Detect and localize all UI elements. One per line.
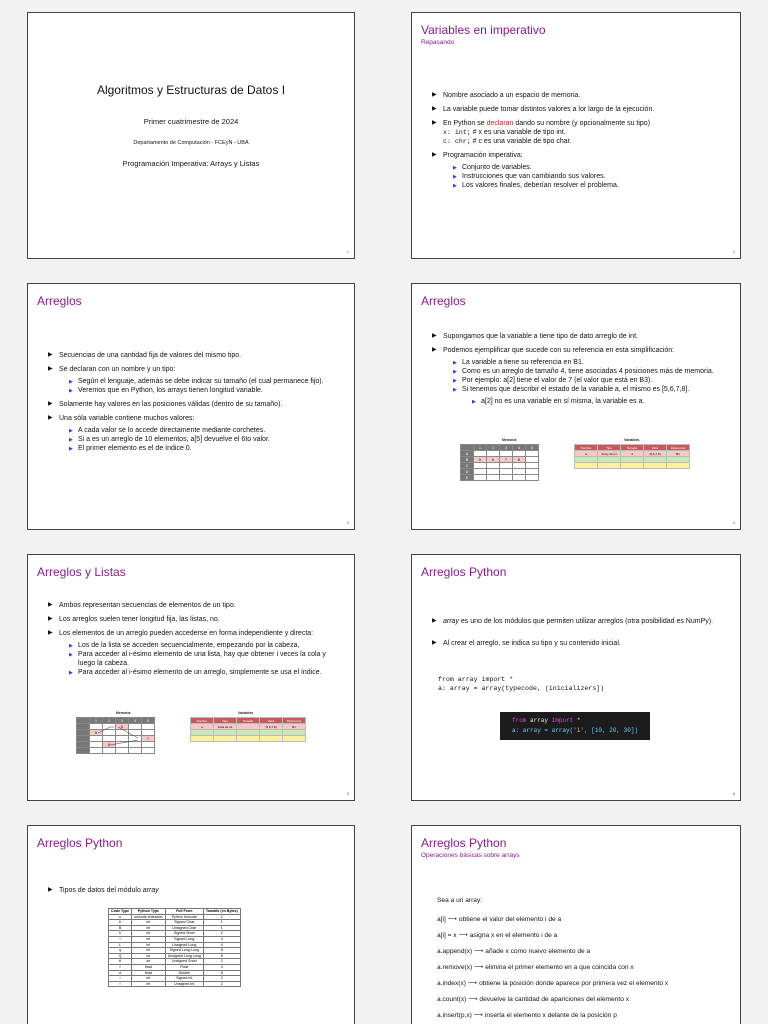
code-token: *	[573, 717, 581, 724]
slide-title: Arreglos Python	[421, 836, 507, 850]
types-cell: 4	[203, 936, 240, 942]
memory-table-caption: Memoria	[116, 711, 131, 715]
types-cell: d	[109, 970, 132, 976]
list-links-arrows	[76, 717, 156, 757]
emphasis-text: array	[443, 618, 459, 625]
deck-department: Departamento de Computación - FCEyN - UBA	[133, 140, 249, 146]
types-cell: B	[109, 925, 132, 931]
bullet-item: ▶ Solamente hay valores en las posiciones válidas (dentro de su tamaño).	[48, 400, 342, 409]
text-run: Los elementos de un arreglo pueden accederse en forma independiente y directa:	[59, 630, 314, 637]
var-cell: 4	[621, 451, 644, 457]
types-cell: Signed Char	[165, 920, 203, 926]
types-cell: 1	[203, 925, 240, 931]
types-cell: 2	[203, 976, 240, 982]
bullet-list	[432, 617, 728, 653]
text-run: dando su nombre (y opcionalmente su tipo)	[513, 120, 651, 127]
var-cell: [5,6,7,8]	[644, 451, 667, 457]
sub-bullet-item: ▶ Los valores finales, deberían resolver el problema.	[453, 181, 728, 190]
variables-table-caption: Variables	[238, 711, 254, 715]
bullet-list	[432, 332, 728, 411]
types-cell: float	[132, 970, 166, 976]
code-line: from array import *	[438, 676, 514, 683]
text-run: es uno de los módulos que permiten utilizar arreglos (otra posibilidad es NumPy).	[458, 618, 714, 625]
text-run: Se declaran con un nombre y un tipo:	[59, 366, 176, 373]
types-cell: Unsigned Short	[165, 959, 203, 965]
mem-col-header: 2	[103, 718, 116, 724]
operations-list	[437, 896, 730, 1024]
page-number: 1	[346, 249, 349, 254]
types-cell: Signed Long Long	[165, 948, 203, 954]
text-run: Podemos ejemplificar que sucede con su referencia en esta simplificación:	[443, 347, 675, 354]
slide-title: Arreglos Python	[37, 836, 123, 850]
types-cell: Signed Short	[165, 931, 203, 937]
mem-col-header: 1	[474, 445, 487, 451]
types-cell: 4	[203, 964, 240, 970]
code-token: , [10, 20, 30])	[584, 727, 639, 734]
types-col-header: Python Type	[132, 909, 166, 915]
mem-cell: 6	[487, 457, 500, 463]
operation-item: a.insert(p,x) ⟶ inserta el elemento x delante de la posición p	[437, 1012, 617, 1019]
mem-row-header: E	[461, 475, 474, 481]
slide-1-title	[27, 12, 355, 259]
sub-sub-list	[462, 397, 728, 406]
var-col-header: Referencia	[667, 445, 690, 451]
mem-cell: 8	[513, 457, 526, 463]
var-cell: B1	[667, 451, 690, 457]
mem-col-header: 2	[487, 445, 500, 451]
types-cell: f	[109, 964, 132, 970]
types-cell: Float	[165, 964, 203, 970]
bullet-list	[48, 351, 342, 458]
code-line: x: int;	[443, 129, 471, 136]
slide-8-operaciones	[411, 825, 741, 1024]
sub-list	[443, 163, 728, 190]
sub-list	[59, 377, 342, 395]
memory-table	[460, 444, 539, 481]
code-line: c: chr;	[443, 138, 471, 145]
sub-bullet-item: ▶ Para acceder al i-ésimo elemento de una lista, hay que obtener i veces la cola y luego la cabeza.	[69, 650, 342, 668]
sub-bullet-item: ▶ Para acceder al i-ésimo elemento de un arreglo, simplemente se usa el índice.	[69, 668, 342, 677]
mem-cell: 5	[474, 457, 487, 463]
mem-col-header: 4	[513, 445, 526, 451]
text-run: En Python se	[443, 120, 487, 127]
mem-cell: 6	[116, 724, 129, 730]
types-cell: int	[132, 920, 166, 926]
types-cell: L	[109, 942, 132, 948]
var-col-header: Tamaño	[621, 445, 644, 451]
types-cell: 4	[203, 942, 240, 948]
var-cell: [5,6,7,8]	[260, 724, 283, 730]
bullet-item	[432, 119, 728, 146]
slide-subtitle: Operaciones básicas sobre arrays	[421, 852, 520, 859]
mem-cell: 7	[142, 736, 155, 742]
bullet-item	[432, 151, 728, 190]
variables-table	[574, 444, 690, 469]
sub-bullet-item: ▶ La variable a tiene su referencia en B1.	[453, 358, 728, 367]
variables-table-caption: Variables	[624, 438, 640, 442]
slide-title: Arreglos y Listas	[37, 565, 126, 579]
types-cell: 8	[203, 953, 240, 959]
bullet-item: ▶ Nombre asociado a un espacio de memoria.	[432, 91, 728, 100]
slide-5-arreglos-listas	[27, 554, 355, 801]
bullet-item	[432, 346, 728, 406]
variables-table	[190, 717, 306, 742]
var-cell: a	[191, 724, 214, 730]
slide-2-variables	[411, 12, 741, 259]
types-cell: h	[109, 931, 132, 937]
types-cell: H	[109, 959, 132, 965]
types-cell: int	[132, 942, 166, 948]
bullet-item	[48, 414, 342, 453]
types-col-header: Full Form	[165, 909, 203, 915]
mem-row-header: B	[461, 457, 474, 463]
page-number: 2	[732, 249, 735, 254]
types-cell: I	[109, 981, 132, 987]
slide-title: Arreglos	[421, 294, 466, 308]
var-cell: Lista de int	[214, 724, 237, 730]
var-col-header: Tamaño	[237, 718, 260, 724]
page-number: 6	[732, 791, 735, 796]
var-col-header: Tipo	[598, 445, 621, 451]
highlight-text: declaran	[486, 120, 514, 127]
types-cell: Unsigned Long	[165, 942, 203, 948]
var-col-header: Nombre	[575, 445, 598, 451]
types-cell: float	[132, 964, 166, 970]
var-col-header: Valor	[260, 718, 283, 724]
mem-row-header: C	[461, 463, 474, 469]
sub-list	[59, 641, 342, 677]
types-cell: 8	[203, 948, 240, 954]
var-col-header: Tipo	[214, 718, 237, 724]
sub-bullet-item	[453, 385, 728, 406]
bullet-item	[432, 617, 728, 626]
page-number: 4	[732, 520, 735, 525]
types-cell: Python Unicode	[165, 914, 203, 920]
types-cell: int	[132, 953, 166, 959]
bullet-item	[48, 886, 342, 895]
code-comment: # c es una variable de tipo char.	[470, 138, 572, 145]
bullet-item: ▶ Secuencias de una cantidad fija de valores del mismo tipo.	[48, 351, 342, 360]
sub-list	[59, 426, 342, 453]
bullet-list	[48, 601, 342, 682]
mem-cell: 5	[90, 730, 103, 736]
types-table	[108, 908, 241, 987]
sub-bullet-item: ▶ El primer elemento es el de índice 0.	[69, 444, 342, 453]
types-cell: unicode character	[132, 914, 166, 920]
mem-row-header: D	[461, 469, 474, 475]
mem-row-header: A	[461, 451, 474, 457]
types-cell: b	[109, 920, 132, 926]
sub-bullet-item: ▶ Por ejemplo: a[2] tiene el valor de 7 (el valor que está en B3).	[453, 376, 728, 385]
sub-bullet-item: ▶ Según el lenguaje, además se debe indicar su tamaño (el cual permanece fijo).	[69, 377, 342, 386]
code-line: a: array = array(typecode, (inicializers])	[438, 685, 605, 692]
types-cell: Double	[165, 970, 203, 976]
types-cell: u	[109, 914, 132, 920]
slide-3-arreglos	[27, 283, 355, 530]
bullet-item	[48, 365, 342, 395]
operation-item: a[i] = x ⟶ asigna x en el elemento i de a	[437, 932, 558, 939]
types-cell: Unsigned Char	[165, 925, 203, 931]
deck-topic: Programación Imperativa: Arrays y Listas	[122, 159, 260, 168]
slide-subtitle: Repasando	[421, 39, 455, 46]
keyword: import	[551, 717, 574, 724]
types-cell: int	[132, 948, 166, 954]
bullet-list	[48, 886, 342, 900]
types-cell: q	[109, 948, 132, 954]
slide-title: Variables en imperativo	[421, 23, 546, 37]
bullet-item: ▶ Los arreglos suelen tener longitud fija, las listas, no.	[48, 615, 342, 624]
code-line	[512, 726, 638, 736]
deck-date: Primer cuatrimestre de 2024	[143, 117, 239, 126]
types-cell: i	[109, 976, 132, 982]
sub-bullet-item: ▶ Como es un arreglo de tamaño 4, tiene asociadas 4 posiciones más de memoria.	[453, 367, 728, 376]
operation-item: a.count(x) ⟶ devuelve la cantidad de apariciones del elemento x	[437, 996, 629, 1003]
types-col-header: Tamaño (en Bytes)	[203, 909, 240, 915]
types-row	[109, 981, 241, 987]
types-cell: int	[132, 959, 166, 965]
var-cell: a	[575, 451, 598, 457]
operation-item: a.remove(x) ⟶ elimina el primer elemento en a que coincida con x	[437, 964, 634, 971]
types-cell: 1	[203, 920, 240, 926]
types-cell: Q	[109, 953, 132, 959]
mem-col-header: 3	[500, 445, 513, 451]
memory-table-caption: Memoria	[502, 438, 517, 442]
var-cell: Array de int	[598, 451, 621, 457]
sub-bullet-item: ▶ Instrucciones que van cambiando sus valores.	[453, 172, 728, 181]
types-cell: 2	[203, 931, 240, 937]
sub-sub-bullet-item: ▶ a[2] no es una variable en sí misma, la variable es a.	[472, 397, 728, 406]
mem-col-header: 4	[129, 718, 142, 724]
string-literal: 'i'	[573, 727, 585, 734]
mem-col-header: 1	[90, 718, 103, 724]
types-cell: int	[132, 976, 166, 982]
code-comment: # x es una variable de tipo int.	[470, 129, 566, 136]
text-run: Tipos de datos del módulo	[59, 887, 143, 894]
types-cell: 2	[203, 981, 240, 987]
mem-cell: 8	[103, 742, 116, 748]
deck-title: Algoritmos y Estructuras de Datos I	[96, 83, 286, 97]
types-cell: 8	[203, 970, 240, 976]
sub-list	[443, 358, 728, 406]
text-run: Si tenemos que describir el estado de la variable a, el mismo es [5,6,7,8].	[462, 386, 690, 393]
code-block	[438, 675, 604, 693]
mem-cell: 7	[500, 457, 513, 463]
types-cell: 2	[203, 914, 240, 920]
types-cell: Signed Long	[165, 936, 203, 942]
mem-col-header: 3	[116, 718, 129, 724]
emphasis-text: array	[142, 887, 159, 894]
mem-col-header: 5	[526, 445, 539, 451]
intro-text: Sea a un array:	[437, 897, 483, 904]
bullet-item: ▶ La variable puede tomar distintos valores a lor largo de la ejecución.	[432, 105, 728, 114]
sub-bullet-item: ▶ Los de la lista se acceden secuencialmente, empezando por la cabeza,	[69, 641, 342, 650]
var-col-header: Referencia	[283, 718, 306, 724]
types-cell: int	[132, 925, 166, 931]
page-number: 3	[346, 520, 349, 525]
slide-7-tipos-array	[27, 825, 355, 1024]
var-col-header: Nombre	[191, 718, 214, 724]
types-cell: int	[132, 931, 166, 937]
bullet-item: ▶ Supongamos que la variable a tiene tipo de dato arreglo de int.	[432, 332, 728, 341]
bullet-item: ▶ Ambos representan secuencias de elementos de un tipo.	[48, 601, 342, 610]
types-cell: 2	[203, 959, 240, 965]
types-cell: Unsigned Long Long	[165, 953, 203, 959]
sub-bullet-item: ▶ A cada valor se lo accede directamente mediante corchetes.	[69, 426, 342, 435]
var-col-header: Valor	[644, 445, 667, 451]
bullet-list	[432, 91, 728, 195]
operation-item: a.append(x) ⟶ añade x como nuevo elemento de a	[437, 948, 591, 955]
sub-bullet-item: ▶ Veremos que en Python, los arrays tienen longitud variable.	[69, 386, 342, 395]
sub-bullet-item: ▶ Conjunto de variables.	[453, 163, 728, 172]
slide-title: Arreglos	[37, 294, 82, 308]
types-cell: int	[132, 936, 166, 942]
slide-4-arreglos-memoria	[411, 283, 741, 530]
types-cell: int	[132, 981, 166, 987]
types-col-header: Code Type	[109, 909, 132, 915]
module-name: array	[526, 717, 552, 724]
slide-6-arreglos-python	[411, 554, 741, 801]
sub-bullet-item: ▶ Si a es un arreglo de 10 elementos, a[5] devuelve el 6to valor.	[69, 435, 342, 444]
code-token: a: array = array(	[512, 727, 574, 734]
types-cell: Unsigned Int	[165, 981, 203, 987]
slide-title: Arreglos Python	[421, 565, 507, 579]
operation-item: a[i] ⟶ obtiene el valor del elemento i de a	[437, 916, 562, 923]
types-cell: Signed Int	[165, 976, 203, 982]
keyword: from	[512, 717, 527, 724]
dark-code-snippet	[500, 712, 650, 740]
var-cell: B1	[283, 724, 306, 730]
page-number: 5	[346, 791, 349, 796]
text-run: Una sóla variable contiene muchos valores:	[59, 415, 195, 422]
operation-item: a.index(x) ⟶ obtiene la posición donde aparece por primera vez el elemento x	[437, 980, 669, 987]
bullet-item: ▶ Al crear el arreglo, se indica su tipo y su contenido inicial.	[432, 639, 728, 648]
types-cell: l	[109, 936, 132, 942]
text-run: Programación imperativa:	[443, 152, 523, 159]
mem-col-header: 5	[142, 718, 155, 724]
bullet-item	[48, 629, 342, 677]
code-line	[512, 716, 638, 726]
